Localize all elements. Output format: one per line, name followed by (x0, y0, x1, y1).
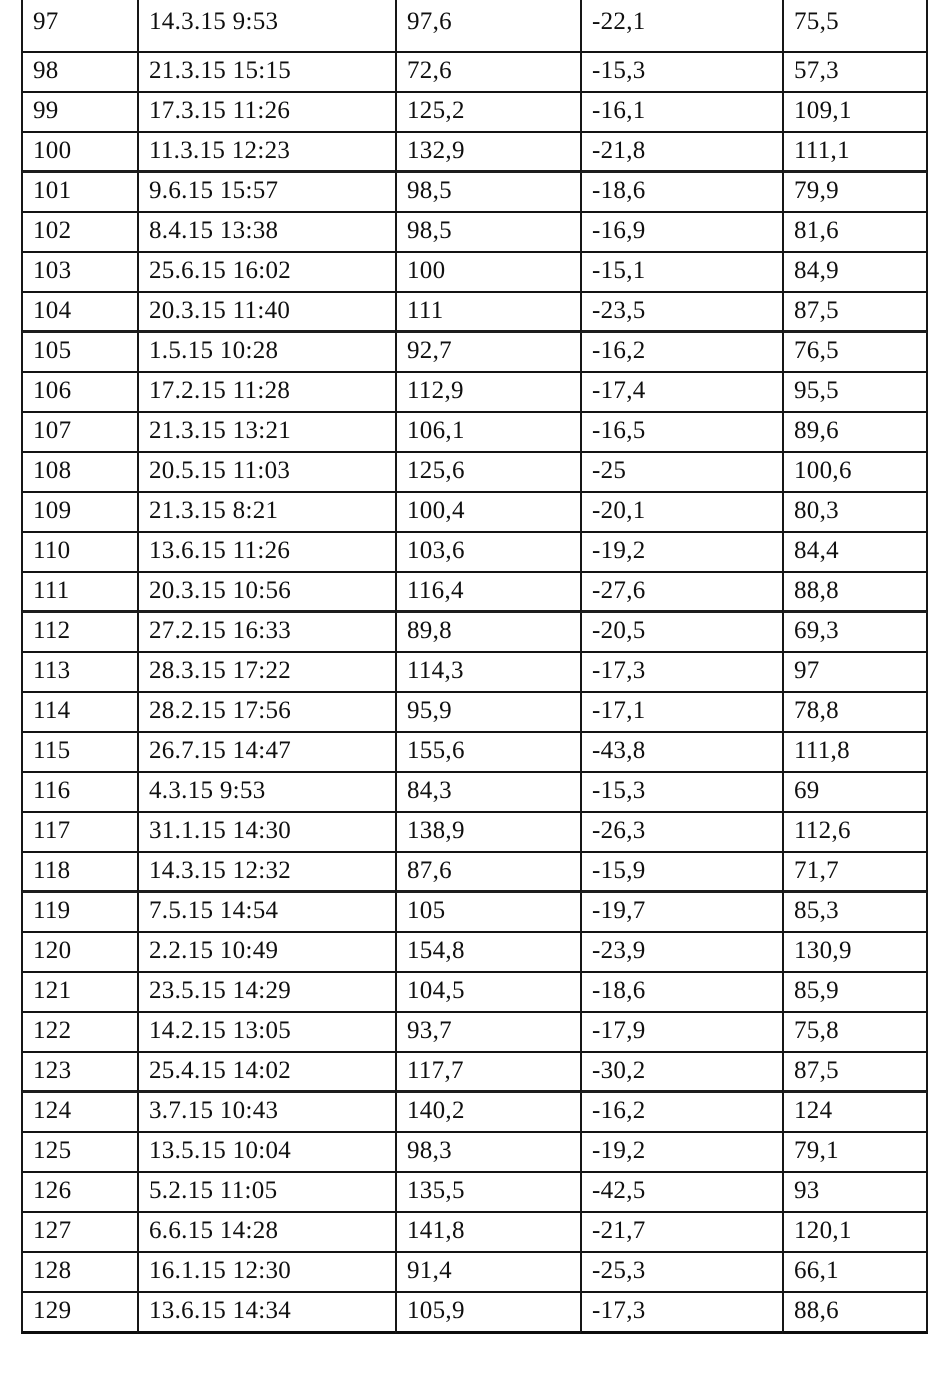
cell-value-2: -19,2 (580, 1133, 782, 1173)
cell-value-1: 112,9 (395, 373, 580, 413)
cell-value-3: 87,5 (782, 1053, 928, 1093)
cell-value-2: -42,5 (580, 1173, 782, 1213)
cell-date-time: 2.2.15 10:49 (137, 933, 395, 973)
table-row (21, 853, 928, 893)
table-row (21, 1213, 928, 1253)
cell-date-time: 17.3.15 11:26 (137, 93, 395, 133)
cell-value-1: 95,9 (395, 693, 580, 733)
cell-value-2: -17,9 (580, 1013, 782, 1053)
cell-value-3: 88,6 (782, 1293, 928, 1334)
table-row (21, 413, 928, 453)
cell-date-time: 13.6.15 11:26 (137, 533, 395, 573)
cell-value-1: 98,3 (395, 1133, 580, 1173)
cell-value-2: -20,1 (580, 493, 782, 533)
table-row (21, 1173, 928, 1213)
cell-value-2: -22,1 (580, 0, 782, 53)
cell-value-1: 111 (395, 293, 580, 333)
cell-value-2: -23,9 (580, 933, 782, 973)
cell-row-number: 121 (21, 973, 137, 1013)
cell-value-3: 130,9 (782, 933, 928, 973)
cell-date-time: 9.6.15 15:57 (137, 173, 395, 213)
cell-date-time: 1.5.15 10:28 (137, 333, 395, 373)
cell-date-time: 25.4.15 14:02 (137, 1053, 395, 1093)
cell-value-3: 120,1 (782, 1213, 928, 1253)
cell-date-time: 20.3.15 11:40 (137, 293, 395, 333)
cell-date-time: 26.7.15 14:47 (137, 733, 395, 773)
cell-value-3: 76,5 (782, 333, 928, 373)
cell-value-1: 135,5 (395, 1173, 580, 1213)
cell-value-1: 103,6 (395, 533, 580, 573)
cell-value-3: 111,8 (782, 733, 928, 773)
cell-row-number: 129 (21, 1293, 137, 1334)
cell-value-3: 88,8 (782, 573, 928, 613)
cell-value-2: -20,5 (580, 613, 782, 653)
cell-date-time: 20.5.15 11:03 (137, 453, 395, 493)
cell-value-1: 141,8 (395, 1213, 580, 1253)
table-row (21, 1013, 928, 1053)
table-row (21, 173, 928, 213)
cell-value-1: 105 (395, 893, 580, 933)
table-row (21, 1053, 928, 1093)
cell-value-3: 81,6 (782, 213, 928, 253)
cell-date-time: 13.6.15 14:34 (137, 1293, 395, 1334)
table-row (21, 693, 928, 733)
table-row (21, 733, 928, 773)
cell-value-2: -27,6 (580, 573, 782, 613)
cell-date-time: 20.3.15 10:56 (137, 573, 395, 613)
cell-date-time: 14.3.15 12:32 (137, 853, 395, 893)
cell-value-2: -16,1 (580, 93, 782, 133)
cell-row-number: 113 (21, 653, 137, 693)
cell-row-number: 99 (21, 93, 137, 133)
cell-value-1: 155,6 (395, 733, 580, 773)
cell-value-2: -16,5 (580, 413, 782, 453)
cell-date-time: 4.3.15 9:53 (137, 773, 395, 813)
cell-value-3: 97 (782, 653, 928, 693)
table-row (21, 973, 928, 1013)
cell-date-time: 27.2.15 16:33 (137, 613, 395, 653)
table-row (21, 573, 928, 613)
table-row (21, 493, 928, 533)
cell-date-time: 13.5.15 10:04 (137, 1133, 395, 1173)
cell-date-time: 8.4.15 13:38 (137, 213, 395, 253)
cell-value-1: 93,7 (395, 1013, 580, 1053)
cell-date-time: 21.3.15 8:21 (137, 493, 395, 533)
cell-value-3: 69 (782, 773, 928, 813)
cell-value-3: 93 (782, 1173, 928, 1213)
cell-row-number: 118 (21, 853, 137, 893)
cell-value-1: 138,9 (395, 813, 580, 853)
cell-value-2: -17,3 (580, 1293, 782, 1334)
table-body (21, 0, 928, 1334)
cell-row-number: 98 (21, 53, 137, 93)
cell-value-1: 98,5 (395, 213, 580, 253)
cell-row-number: 108 (21, 453, 137, 493)
cell-value-2: -15,9 (580, 853, 782, 893)
cell-value-2: -16,2 (580, 1093, 782, 1133)
table-row (21, 213, 928, 253)
cell-value-3: 85,3 (782, 893, 928, 933)
cell-value-2: -17,1 (580, 693, 782, 733)
table-row (21, 93, 928, 133)
cell-value-3: 66,1 (782, 1253, 928, 1293)
table-row (21, 773, 928, 813)
cell-date-time: 14.2.15 13:05 (137, 1013, 395, 1053)
cell-value-1: 98,5 (395, 173, 580, 213)
cell-value-2: -15,3 (580, 53, 782, 93)
cell-row-number: 97 (21, 0, 137, 53)
cell-value-1: 92,7 (395, 333, 580, 373)
table-row (21, 253, 928, 293)
cell-value-3: 85,9 (782, 973, 928, 1013)
cell-row-number: 110 (21, 533, 137, 573)
cell-date-time: 17.2.15 11:28 (137, 373, 395, 413)
table-row (21, 1293, 928, 1334)
cell-value-1: 97,6 (395, 0, 580, 53)
cell-value-2: -30,2 (580, 1053, 782, 1093)
table-row (21, 933, 928, 973)
cell-row-number: 119 (21, 893, 137, 933)
cell-value-2: -17,3 (580, 653, 782, 693)
cell-value-1: 125,2 (395, 93, 580, 133)
cell-row-number: 112 (21, 613, 137, 653)
cell-value-1: 105,9 (395, 1293, 580, 1334)
cell-value-1: 104,5 (395, 973, 580, 1013)
table-row (21, 0, 928, 53)
table-row (21, 53, 928, 93)
cell-value-3: 79,9 (782, 173, 928, 213)
table-row (21, 133, 928, 173)
cell-value-1: 84,3 (395, 773, 580, 813)
cell-row-number: 120 (21, 933, 137, 973)
cell-value-2: -43,8 (580, 733, 782, 773)
cell-row-number: 122 (21, 1013, 137, 1053)
cell-value-1: 72,6 (395, 53, 580, 93)
cell-value-1: 116,4 (395, 573, 580, 613)
cell-row-number: 124 (21, 1093, 137, 1133)
cell-value-3: 124 (782, 1093, 928, 1133)
table-row (21, 1093, 928, 1133)
cell-value-2: -16,9 (580, 213, 782, 253)
cell-value-3: 84,4 (782, 533, 928, 573)
table-row (21, 333, 928, 373)
cell-row-number: 116 (21, 773, 137, 813)
cell-value-3: 89,6 (782, 413, 928, 453)
cell-value-2: -15,3 (580, 773, 782, 813)
table-row (21, 613, 928, 653)
table-row (21, 453, 928, 493)
cell-value-2: -18,6 (580, 173, 782, 213)
cell-date-time: 31.1.15 14:30 (137, 813, 395, 853)
cell-value-3: 57,3 (782, 53, 928, 93)
cell-value-2: -19,2 (580, 533, 782, 573)
cell-date-time: 16.1.15 12:30 (137, 1253, 395, 1293)
cell-date-time: 28.3.15 17:22 (137, 653, 395, 693)
cell-row-number: 104 (21, 293, 137, 333)
cell-value-3: 111,1 (782, 133, 928, 173)
cell-value-1: 154,8 (395, 933, 580, 973)
cell-row-number: 105 (21, 333, 137, 373)
cell-value-3: 109,1 (782, 93, 928, 133)
cell-value-1: 91,4 (395, 1253, 580, 1293)
cell-value-3: 78,8 (782, 693, 928, 733)
cell-value-3: 71,7 (782, 853, 928, 893)
table-row (21, 293, 928, 333)
cell-row-number: 123 (21, 1053, 137, 1093)
cell-value-2: -15,1 (580, 253, 782, 293)
cell-value-3: 112,6 (782, 813, 928, 853)
table-row (21, 813, 928, 853)
cell-value-2: -21,7 (580, 1213, 782, 1253)
cell-value-2: -25 (580, 453, 782, 493)
cell-row-number: 101 (21, 173, 137, 213)
cell-value-2: -26,3 (580, 813, 782, 853)
cell-date-time: 25.6.15 16:02 (137, 253, 395, 293)
cell-date-time: 11.3.15 12:23 (137, 133, 395, 173)
cell-value-1: 125,6 (395, 453, 580, 493)
cell-value-3: 75,8 (782, 1013, 928, 1053)
table-row (21, 653, 928, 693)
cell-value-2: -23,5 (580, 293, 782, 333)
cell-value-3: 80,3 (782, 493, 928, 533)
table-row (21, 533, 928, 573)
cell-value-1: 117,7 (395, 1053, 580, 1093)
cell-value-1: 100 (395, 253, 580, 293)
cell-row-number: 125 (21, 1133, 137, 1173)
cell-row-number: 106 (21, 373, 137, 413)
cell-row-number: 114 (21, 693, 137, 733)
cell-row-number: 117 (21, 813, 137, 853)
cell-value-1: 140,2 (395, 1093, 580, 1133)
cell-row-number: 111 (21, 573, 137, 613)
cell-date-time: 7.5.15 14:54 (137, 893, 395, 933)
cell-value-3: 100,6 (782, 453, 928, 493)
cell-row-number: 107 (21, 413, 137, 453)
cell-date-time: 21.3.15 13:21 (137, 413, 395, 453)
cell-date-time: 28.2.15 17:56 (137, 693, 395, 733)
cell-row-number: 102 (21, 213, 137, 253)
cell-value-2: -16,2 (580, 333, 782, 373)
cell-row-number: 103 (21, 253, 137, 293)
table-row (21, 373, 928, 413)
table-row (21, 1133, 928, 1173)
cell-value-1: 114,3 (395, 653, 580, 693)
cell-value-2: -21,8 (580, 133, 782, 173)
cell-value-3: 69,3 (782, 613, 928, 653)
cell-value-3: 84,9 (782, 253, 928, 293)
cell-row-number: 115 (21, 733, 137, 773)
cell-value-1: 100,4 (395, 493, 580, 533)
cell-row-number: 126 (21, 1173, 137, 1213)
cell-value-3: 95,5 (782, 373, 928, 413)
cell-date-time: 3.7.15 10:43 (137, 1093, 395, 1133)
cell-value-2: -17,4 (580, 373, 782, 413)
cell-value-2: -19,7 (580, 893, 782, 933)
cell-value-2: -25,3 (580, 1253, 782, 1293)
cell-value-2: -18,6 (580, 973, 782, 1013)
cell-row-number: 109 (21, 493, 137, 533)
cell-date-time: 23.5.15 14:29 (137, 973, 395, 1013)
cell-value-1: 132,9 (395, 133, 580, 173)
cell-value-3: 87,5 (782, 293, 928, 333)
cell-date-time: 14.3.15 9:53 (137, 0, 395, 53)
cell-date-time: 6.6.15 14:28 (137, 1213, 395, 1253)
table-row (21, 1253, 928, 1293)
data-table (21, 0, 928, 1334)
table-row (21, 893, 928, 933)
cell-row-number: 100 (21, 133, 137, 173)
cell-value-3: 79,1 (782, 1133, 928, 1173)
cell-value-1: 87,6 (395, 853, 580, 893)
cell-row-number: 127 (21, 1213, 137, 1253)
cell-value-1: 89,8 (395, 613, 580, 653)
cell-value-1: 106,1 (395, 413, 580, 453)
cell-date-time: 21.3.15 15:15 (137, 53, 395, 93)
cell-date-time: 5.2.15 11:05 (137, 1173, 395, 1213)
cell-value-3: 75,5 (782, 0, 928, 53)
cell-row-number: 128 (21, 1253, 137, 1293)
